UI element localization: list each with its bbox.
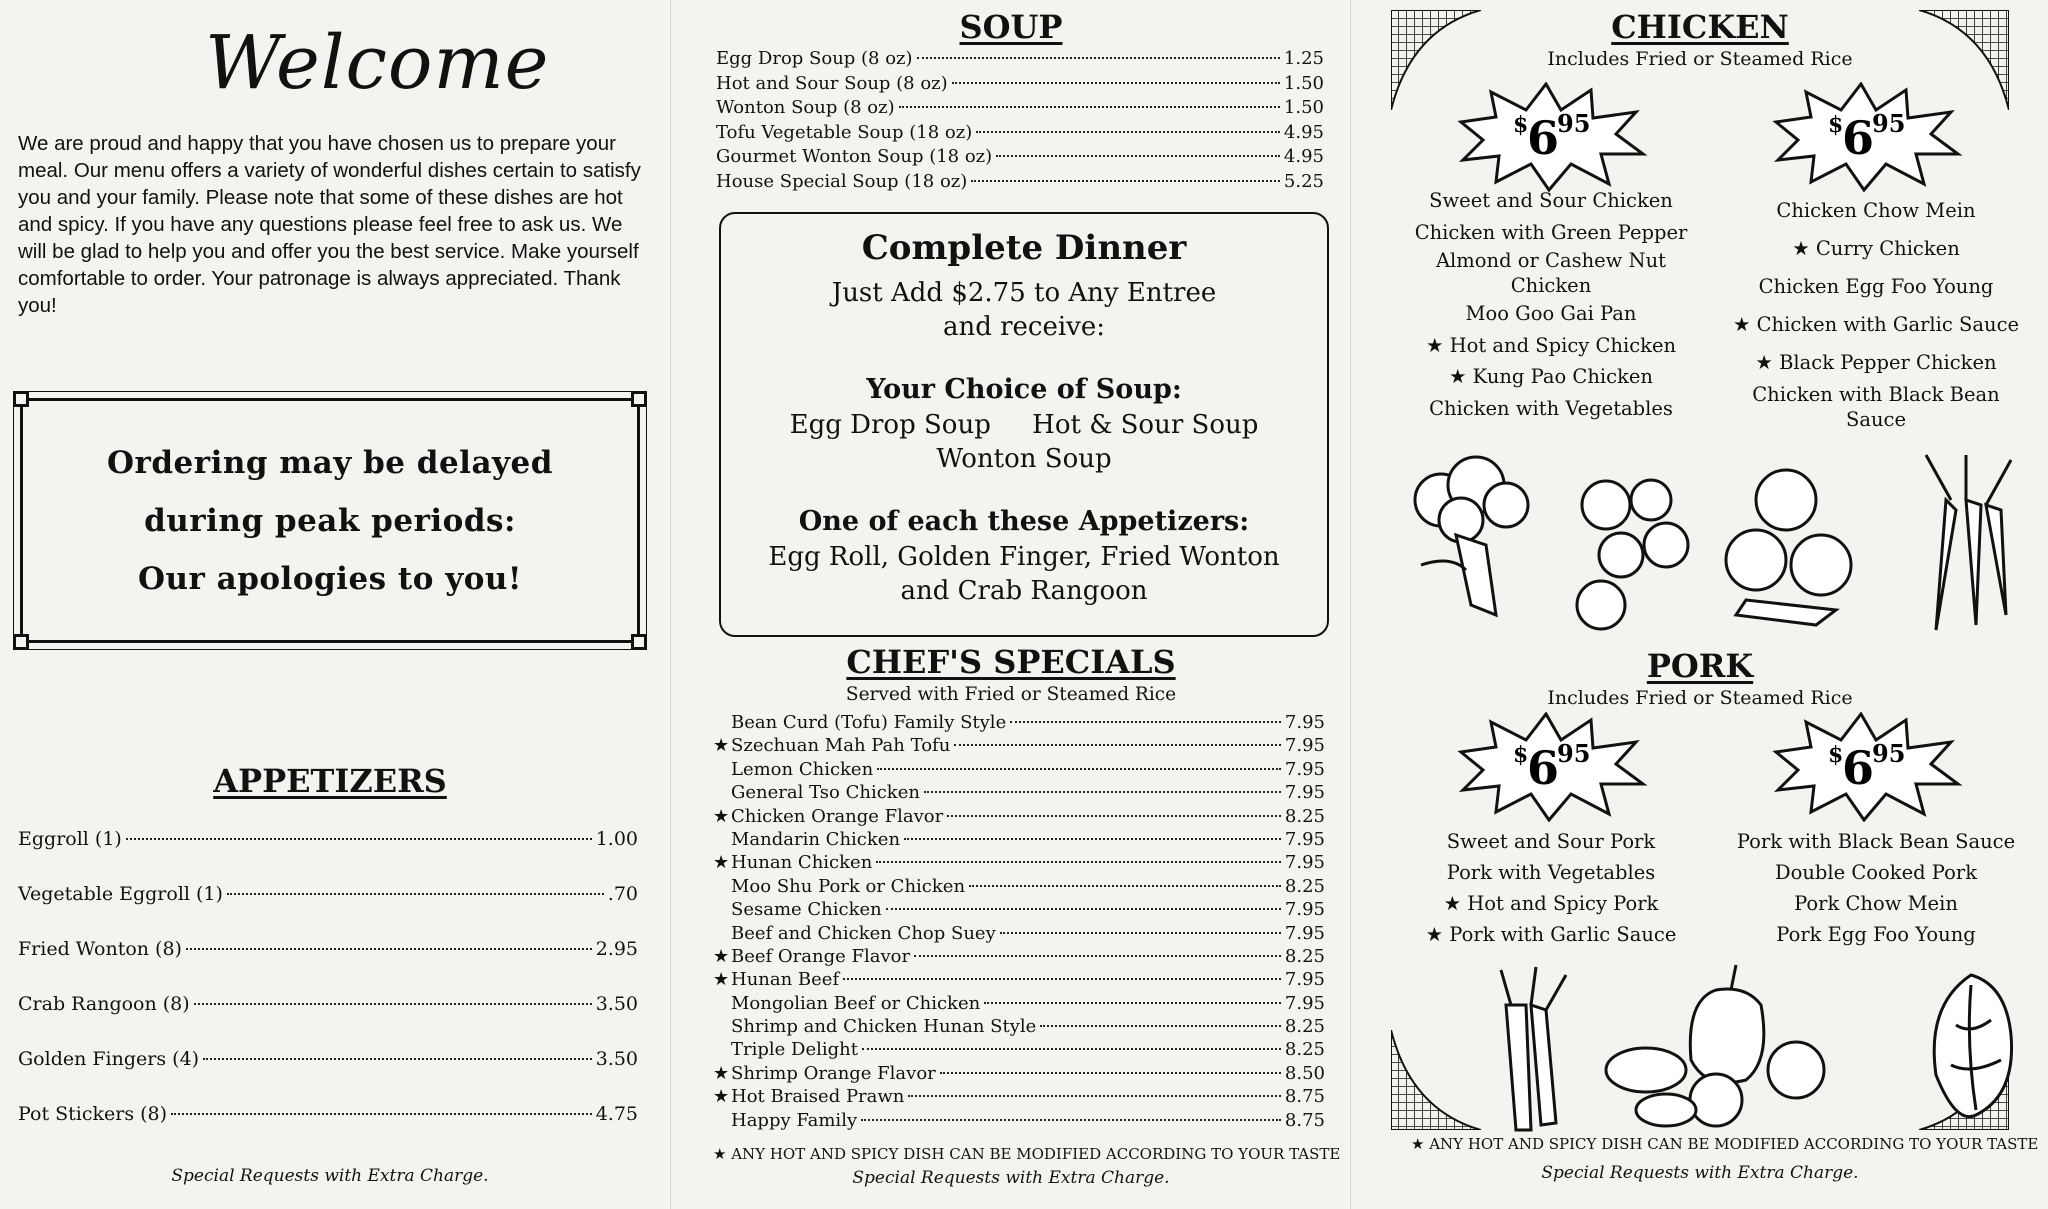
price-burst-icon [1451, 712, 1651, 822]
item-name: House Special Soup (18 oz) [716, 170, 968, 192]
menu-item [713, 829, 1325, 852]
item-price: 8.25 [1284, 1016, 1325, 1038]
item-name: Happy Family [731, 1109, 858, 1131]
chicken-title: CHICKEN [1611, 8, 1789, 46]
chicken-left-column [1406, 185, 1696, 424]
menu-item [716, 73, 1324, 98]
menu-item [18, 883, 638, 938]
menu-item: ★ Curry Chicken [1792, 237, 1960, 260]
price-burst-icon [1451, 82, 1651, 192]
leader-dots [996, 155, 1280, 157]
menu-item: Almond or Cashew Nut [1435, 249, 1667, 272]
leader-dots [843, 978, 1281, 980]
item-name: Wonton Soup (8 oz) [716, 97, 895, 118]
complete-dinner-title: Complete Dinner [861, 228, 1187, 268]
menu-item [716, 171, 1324, 196]
welcome-title: Welcome [205, 20, 550, 106]
item-name: Pot Stickers (8) [18, 1103, 168, 1125]
menu-item [713, 735, 1325, 758]
menu-item: Chicken Chow Mein [1776, 199, 1976, 222]
special-requests-note: Special Requests with Extra Charge. [171, 1166, 489, 1186]
item-name: Gourmet Wonton Soup (18 oz) [716, 146, 993, 167]
item-name: Tofu Vegetable Soup (18 oz) [716, 121, 973, 143]
leader-dots [186, 948, 592, 950]
menu-item: Pork Chow Mein [1794, 892, 1958, 915]
item-price: 7.95 [1284, 782, 1325, 804]
item-price: 1.00 [595, 828, 638, 850]
item-name: Hunan Chicken [731, 852, 873, 874]
corner-ornament [631, 391, 647, 407]
menu-item: Sauce [1845, 408, 1906, 431]
notice-line: Our apologies to you! [137, 560, 523, 597]
soup-choice-line: Wonton Soup [936, 444, 1112, 474]
menu-item [18, 1103, 638, 1158]
menu-item: Chicken [1510, 274, 1592, 297]
chicken-right-column [1711, 192, 2041, 432]
leader-dots [861, 1119, 1281, 1121]
menu-item [713, 1110, 1325, 1133]
dinner-line: and receive: [942, 312, 1106, 342]
menu-item: ★ Hot and Spicy Chicken [1425, 333, 1677, 357]
item-price: 7.95 [1284, 922, 1325, 944]
pork-title: PORK [1646, 647, 1754, 685]
leader-dots [947, 815, 1281, 817]
menu-item [713, 759, 1325, 782]
soup-choice-line: Egg Drop Soup Hot & Sour Soup [789, 410, 1259, 440]
hot-star-icon: ★ [713, 1062, 730, 1084]
price-dollar: $ [1513, 112, 1529, 138]
item-name: Lemon Chicken [731, 758, 874, 780]
item-price: 4.95 [1283, 146, 1324, 167]
menu-item: ★ Hot and Spicy Pork [1443, 892, 1659, 915]
item-price: 8.75 [1284, 1109, 1325, 1131]
lattice-corner-icon [1391, 1030, 1481, 1130]
leader-dots [876, 861, 1281, 863]
mushrooms-icon [1566, 465, 1696, 635]
broccoli-icon [1401, 455, 1531, 635]
chefs-specials-subtitle: Served with Fried or Steamed Rice [845, 684, 1177, 705]
menu-item: Chicken with Green Pepper [1414, 220, 1688, 244]
menu-item [713, 946, 1325, 969]
corner-ornament [13, 634, 29, 650]
menu-item: Chicken Egg Foo Young [1758, 275, 1994, 298]
menu-item [713, 1086, 1325, 1109]
menu-item [716, 146, 1324, 171]
appetizers-list [18, 828, 638, 1158]
leader-dots [924, 791, 1281, 793]
pork-left-column [1406, 826, 1696, 950]
complete-dinner-box [719, 212, 1329, 637]
item-price: 7.95 [1284, 899, 1325, 921]
item-name: Fried Wonton (8) [18, 938, 182, 960]
price-dollar: $ [1828, 742, 1844, 768]
leader-dots [877, 768, 1281, 770]
item-name: Hunan Beef [731, 969, 840, 991]
appetizer-choice-line: and Crab Rangoon [900, 576, 1148, 606]
leader-dots [908, 1095, 1281, 1097]
price-cents: 95 [1872, 109, 1906, 138]
leader-dots [904, 838, 1281, 840]
leader-dots [1000, 932, 1281, 934]
item-name: Vegetable Eggroll (1) [18, 883, 223, 905]
leader-dots [969, 885, 1281, 887]
item-price: 8.75 [1284, 1086, 1325, 1108]
menu-item [18, 938, 638, 993]
menu-item [713, 876, 1325, 899]
leader-dots [899, 106, 1280, 108]
menu-item: Pork with Black Bean Sauce [1736, 830, 2016, 853]
item-price: 8.25 [1284, 945, 1325, 967]
menu-item [716, 122, 1324, 147]
item-price: 4.95 [1283, 121, 1324, 143]
leader-dots [227, 893, 604, 895]
item-price: 4.75 [595, 1103, 638, 1125]
price-cents: 95 [1557, 739, 1591, 768]
corner-ornament [631, 634, 647, 650]
soup-title: SOUP [959, 8, 1063, 46]
chefs-specials-list [713, 712, 1325, 1133]
menu-item [18, 1048, 638, 1103]
celery-icon [1486, 965, 1576, 1135]
special-requests-note: Special Requests with Extra Charge. [852, 1168, 1170, 1188]
item-name: Golden Fingers (4) [18, 1048, 200, 1070]
item-price: 7.95 [1284, 712, 1325, 733]
menu-item [713, 923, 1325, 946]
chicken-subtitle: Includes Fried or Steamed Rice [1547, 48, 1853, 70]
item-name: Crab Rangoon (8) [18, 993, 190, 1015]
menu-item [713, 852, 1325, 875]
item-name: Beef and Chicken Chop Suey [731, 922, 996, 944]
menu-item: Pork Egg Foo Young [1776, 923, 1976, 946]
leader-dots [1010, 721, 1281, 723]
item-name: Mongolian Beef or Chicken [731, 992, 981, 1014]
leader-dots [917, 57, 1280, 59]
delay-notice-box [20, 398, 640, 643]
price-cents: 95 [1872, 739, 1906, 768]
price-main: 6 [1527, 741, 1560, 795]
item-name: Egg Drop Soup (8 oz) [716, 48, 913, 69]
hot-spicy-note: ★ ANY HOT AND SPICY DISH CAN BE MODIFIED ACCORDING TO YOUR TASTE [713, 1145, 1341, 1163]
menu-item: ★ Black Pepper Chicken [1755, 351, 1997, 374]
appetizer-choice-heading: One of each these Appetizers: [798, 506, 1250, 537]
notice-line: Ordering may be delayed [107, 444, 553, 481]
item-price: 1.50 [1283, 97, 1324, 118]
special-requests-note: Special Requests with Extra Charge. [1541, 1163, 1859, 1183]
price-burst-icon [1766, 712, 1966, 822]
item-name: Shrimp Orange Flavor [731, 1062, 936, 1084]
item-name: Eggroll (1) [18, 828, 122, 850]
item-name: Triple Delight [731, 1039, 858, 1061]
leader-dots [976, 131, 1280, 133]
item-price: 5.25 [1283, 170, 1324, 192]
leader-dots [954, 744, 1281, 746]
item-price: 7.95 [1284, 758, 1325, 780]
menu-item [716, 48, 1324, 73]
right-panel [1350, 0, 2048, 1209]
item-name: Shrimp and Chicken Hunan Style [731, 1016, 1037, 1038]
menu-item [713, 782, 1325, 805]
item-price: 8.25 [1284, 1039, 1325, 1061]
lettuce-icon [1916, 965, 2026, 1135]
item-price: 3.50 [595, 1048, 638, 1070]
vegetable-bunch-icon [1716, 460, 1866, 630]
menu-item [713, 1063, 1325, 1086]
item-price: 8.25 [1284, 805, 1325, 827]
hot-star-icon: ★ [713, 735, 730, 757]
dinner-line: Just Add $2.75 to Any Entree [831, 278, 1217, 308]
leader-dots [914, 955, 1281, 957]
item-name: Hot Braised Prawn [731, 1086, 905, 1108]
item-price: 2.95 [595, 938, 638, 960]
menu-item: Chicken with Black Bean [1752, 383, 2000, 406]
item-price: 7.95 [1284, 992, 1325, 1014]
peppers-vegetables-icon [1596, 960, 1876, 1135]
menu-item: Moo Goo Gai Pan [1465, 302, 1637, 325]
hot-star-icon: ★ [713, 805, 730, 827]
menu-item [713, 1016, 1325, 1039]
leader-dots [171, 1113, 592, 1115]
price-dollar: $ [1513, 742, 1529, 768]
item-price: 7.95 [1284, 852, 1325, 874]
item-price: .70 [607, 883, 638, 905]
item-price: 7.95 [1284, 828, 1325, 850]
price-main: 6 [1842, 741, 1875, 795]
soup-list [716, 48, 1324, 195]
appetizer-choice-line: Egg Roll, Golden Finger, Fried Wonton [768, 542, 1280, 572]
hot-star-icon: ★ [713, 969, 730, 991]
leader-dots [952, 82, 1280, 84]
appetizers-title: APPETIZERS [213, 762, 447, 800]
soup-choice-heading: Your Choice of Soup: [866, 374, 1182, 405]
item-name: Moo Shu Pork or Chicken [731, 875, 966, 897]
menu-item [18, 993, 638, 1048]
item-name: Chicken Orange Flavor [731, 805, 944, 827]
item-price: 1.50 [1283, 72, 1324, 94]
leader-dots [971, 180, 1280, 182]
leader-dots [1040, 1025, 1281, 1027]
welcome-text: We are proud and happy that you have chosen us to prepare your meal. Our menu offers a variety of wonderful dishes certain to satisfy you and your family. Please note that some of these dishes are hot and spicy. If you have any questions please feel free to ask us. We will be glad to help you and offer you the best service. Make yourself comfortable to order. Your patronage is always appreciated. Thank you! [18, 132, 641, 317]
menu-item [713, 899, 1325, 922]
menu-item: Chicken with Vegetables [1429, 396, 1673, 420]
leader-dots [862, 1048, 1281, 1050]
menu-item [713, 806, 1325, 829]
chefs-specials-title: CHEF'S SPECIALS [846, 643, 1176, 681]
leader-dots [984, 1002, 1281, 1004]
menu-item [713, 1039, 1325, 1062]
menu-item [713, 969, 1325, 992]
hot-spicy-note: ★ ANY HOT AND SPICY DISH CAN BE MODIFIED ACCORDING TO YOUR TASTE [1411, 1135, 2039, 1153]
item-price: 7.95 [1284, 735, 1325, 757]
menu-item: ★ Pork with Garlic Sauce [1425, 923, 1677, 946]
item-name: Szechuan Mah Pah Tofu [731, 735, 951, 757]
menu-item [713, 993, 1325, 1016]
item-name: Mandarin Chicken [731, 828, 901, 850]
menu-item: ★ Kung Pao Chicken [1449, 365, 1653, 388]
leader-dots [940, 1072, 1281, 1074]
hot-star-icon: ★ [713, 1086, 730, 1108]
menu-item: ★ Chicken with Garlic Sauce [1732, 313, 2020, 336]
item-name: Hot and Sour Soup (8 oz) [716, 72, 948, 94]
item-price: 8.50 [1284, 1062, 1325, 1084]
item-price: 3.50 [595, 993, 638, 1015]
menu-item: Pork with Vegetables [1446, 861, 1656, 884]
item-price: 1.25 [1283, 48, 1324, 69]
item-name: Bean Curd (Tofu) Family Style [731, 712, 1007, 733]
left-panel [0, 0, 670, 1209]
price-main: 6 [1527, 111, 1560, 165]
carrots-icon [1906, 450, 2026, 640]
menu-item: Double Cooked Pork [1774, 861, 1978, 884]
menu-item: Sweet and Sour Pork [1446, 830, 1656, 853]
item-price: 7.95 [1284, 969, 1325, 991]
price-burst-icon [1766, 82, 1966, 192]
item-price: 8.25 [1284, 875, 1325, 897]
pork-subtitle: Includes Fried or Steamed Rice [1547, 687, 1853, 709]
leader-dots [194, 1003, 592, 1005]
menu-item [713, 712, 1325, 735]
pork-right-column [1711, 826, 2041, 950]
menu-item [18, 828, 638, 883]
corner-ornament [13, 391, 29, 407]
leader-dots [886, 908, 1281, 910]
price-cents: 95 [1557, 109, 1591, 138]
price-main: 6 [1842, 111, 1875, 165]
menu-item: Sweet and Sour Chicken [1429, 189, 1673, 212]
item-name: Beef Orange Flavor [731, 945, 911, 967]
leader-dots [126, 838, 592, 840]
leader-dots [203, 1058, 592, 1060]
item-name: General Tso Chicken [731, 782, 920, 804]
menu-item [716, 97, 1324, 122]
hot-star-icon: ★ [713, 852, 730, 874]
item-name: Sesame Chicken [731, 899, 882, 921]
middle-panel [670, 0, 1350, 1209]
hot-star-icon: ★ [713, 945, 730, 967]
price-dollar: $ [1828, 112, 1844, 138]
notice-line: during peak periods: [144, 502, 516, 539]
